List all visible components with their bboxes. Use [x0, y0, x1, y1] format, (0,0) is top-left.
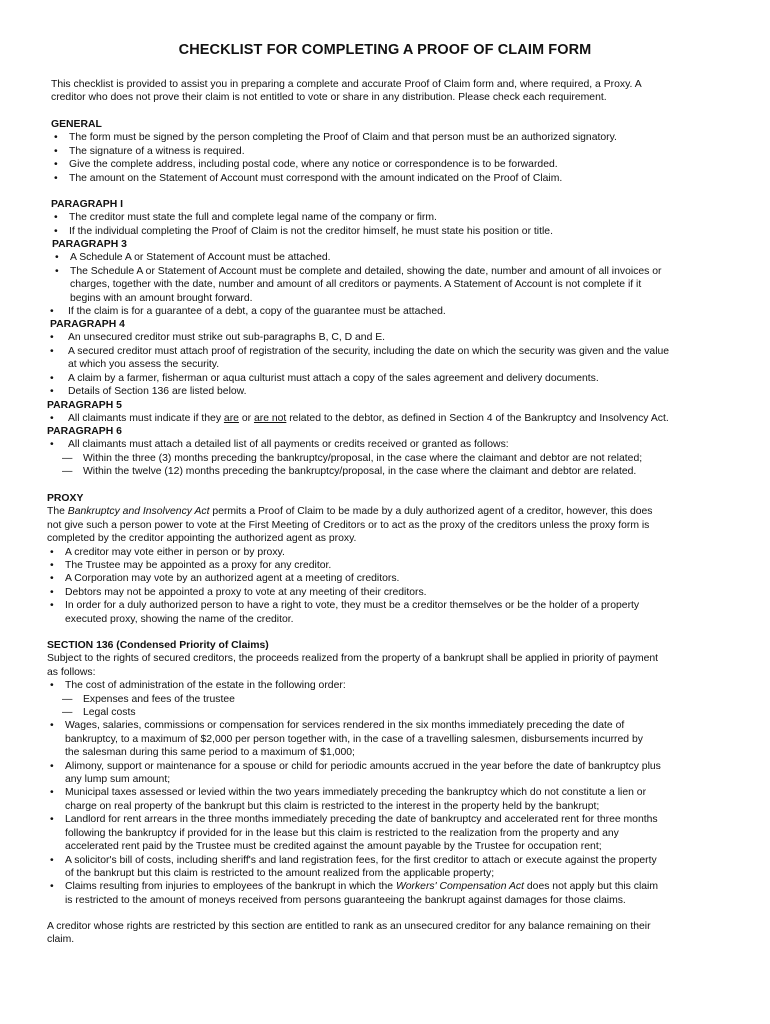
section-136-heading: SECTION 136 (Condensed Priority of Claims) [47, 640, 269, 651]
dash-item-text: Within the twelve (12) months preceding the bankruptcy/proposal, in the case where the claimant and debtor are related. [83, 466, 637, 478]
general-section [51, 118, 741, 185]
list-item-line: any lump sum amount; [65, 774, 171, 786]
paragraph-6-section [47, 425, 737, 479]
list-item-text: Details of Section 136 are listed below. [68, 386, 247, 398]
dash-item-text: Within the three (3) months preceding the bankruptcy/proposal, in the case where the claimant and debtor are not related; [83, 452, 643, 464]
bullet-icon: • [54, 159, 58, 171]
list-item-line: A secured creditor must attach proof of registration of the security, including the date on which the security was given and the value [68, 345, 670, 357]
list-item-line: of the bankrupt but this claim is restricted to the amount realized from the applicable property; [65, 867, 495, 879]
list-item-text: The Trustee may be appointed as a proxy for any creditor. [65, 560, 332, 572]
intro-line: creditor who does not prove their claim is not entitled to vote or share in any distribution. Please check each requirement. [51, 92, 607, 104]
dash-item [47, 465, 737, 478]
paragraph-1-section [51, 198, 741, 238]
general-heading: GENERAL [51, 119, 102, 130]
paragraph-5-heading: PARAGRAPH 5 [47, 400, 122, 411]
list-item [51, 131, 741, 144]
list-item-line: is restricted to the amount of moneys received from persons guaranteeing the bankrupt against damages for those claims. [65, 894, 626, 906]
bullet-icon: • [50, 600, 54, 612]
dash-item-text: Legal costs [83, 707, 136, 719]
list-item-text: A Schedule A or Statement of Account must be attached. [70, 252, 331, 264]
intro-line: This checklist is provided to assist you in preparing a complete and accurate Proof of Claim form and, where required, a Proxy. A [51, 79, 642, 90]
list-item [47, 599, 737, 626]
bullet-icon: • [50, 680, 54, 692]
list-item [47, 854, 737, 881]
list-item-text: Debtors may not be appointed a proxy to vote at any meeting of their creditors. [65, 586, 427, 598]
list-item [47, 813, 737, 853]
proxy-paragraph-line: not give such a person power to vote at the First Meeting of Creditors or to act as the proxy of the creditors unless the proxy form is [47, 519, 650, 531]
bullet-icon: • [50, 386, 54, 398]
dash-icon: — [62, 707, 73, 719]
proxy-section [47, 492, 737, 626]
list-item-text: Claims resulting from injuries to employees of the bankrupt in which the [65, 881, 396, 893]
paragraph-4-section [47, 318, 737, 398]
list-item-text: A creditor may vote either in person or by proxy. [65, 546, 285, 558]
bullet-icon: • [54, 172, 58, 184]
proxy-act-name: Bankruptcy and Insolvency Act [67, 506, 210, 518]
list-item-line: charge on real property of the bankrupt but this claim is restricted to the interest in the property held by the bankrupt; [65, 800, 600, 812]
list-item [52, 251, 732, 264]
list-item-text: All claimants must indicate if they [68, 413, 224, 425]
bullet-icon: • [50, 814, 54, 826]
closing-line: A creditor whose rights are restricted by this section are entitled to rank as an unsecured creditor for any balance remaining on their [47, 921, 651, 932]
list-item-line: In order for a duly authorized person to have a right to vote, they must be a creditor themselves or be the holder of a property [65, 600, 640, 612]
list-item-text: The signature of a witness is required. [69, 145, 245, 157]
list-item-line: begins with an amount brought forward. [70, 292, 253, 304]
list-item-line: charges, together with the date, number and amount of all creditors or payments. A Statement of Account is not complete if it [70, 279, 642, 291]
paragraph-3-guarantee-item [47, 305, 737, 318]
dash-item [47, 452, 737, 465]
paragraph-4-heading: PARAGRAPH 4 [50, 319, 125, 330]
paragraph-6-heading: PARAGRAPH 6 [47, 426, 122, 437]
proxy-text: The [47, 506, 68, 518]
underlined-are: are [223, 413, 239, 425]
section-136-intro-line: Subject to the rights of secured creditors, the proceeds realized from the property of a bankrupt shall be applied in priority of payment [47, 653, 659, 665]
list-item-line: Landlord for rent arrears in the three months immediately preceding the date of bankruptcy and accelerated rent for three months [65, 814, 658, 826]
bullet-icon: • [50, 854, 54, 866]
list-item-line: Alimony, support or maintenance for a spouse or child for periodic amounts accrued in the year before the date of bankruptcy plus [65, 760, 661, 772]
bullet-icon: • [50, 413, 54, 425]
list-item [47, 345, 737, 372]
bullet-icon: • [54, 225, 58, 237]
dash-item-text: Expenses and fees of the trustee [83, 693, 235, 705]
list-item-line: accelerated rent paid by the Trustee must be credited against the amount payable by the Trustee for occupation rent; [65, 841, 602, 853]
list-item-line: the salesman during this same period to a maximum of $1,000; [65, 747, 355, 759]
bullet-icon: • [50, 345, 54, 357]
bullet-icon: • [54, 145, 58, 157]
list-item-text: Give the complete address, including postal code, where any notice or correspondence is to be forwarded. [69, 159, 558, 171]
list-item [47, 546, 737, 559]
list-item-line: A solicitor's bill of costs, including sheriff's and land registration fees, for the first creditor to attach or execute against the property [65, 854, 657, 866]
dash-item [47, 693, 737, 706]
list-item-line: The Schedule A or Statement of Account must be complete and detailed, showing the date, number and amount of all invoices or [70, 265, 662, 277]
intro-paragraph [51, 78, 731, 105]
bullet-icon: • [55, 252, 59, 264]
list-item-text: If the individual completing the Proof of Claim is not the creditor himself, he must state his position or title. [69, 225, 553, 237]
bullet-icon: • [54, 132, 58, 144]
list-item-text: does not apply but this claim [524, 881, 658, 893]
dash-item [47, 706, 737, 719]
bullet-icon: • [50, 306, 54, 317]
paragraph-3-heading: PARAGRAPH 3 [52, 239, 127, 250]
list-item [47, 305, 737, 318]
bullet-icon: • [50, 372, 54, 384]
bullet-icon: • [50, 439, 54, 451]
bullet-icon: • [50, 560, 54, 572]
paragraph-5-section [47, 399, 737, 426]
list-item-line: following the bankruptcy if provided for in the lease but this claim is restricted to the realization from the property and any [65, 827, 619, 839]
closing-line: claim. [47, 934, 75, 946]
workers-compensation-act-name: Workers' Compensation Act [395, 881, 524, 893]
list-item-text: A claim by a farmer, fisherman or aqua culturist must attach a copy of the sales agreement and delivery documents. [68, 372, 599, 384]
list-item-line: Municipal taxes assessed or levied within the two years immediately preceding the bankruptcy which do not constitute a lien or [65, 787, 647, 799]
list-item-line: Wages, salaries, commissions or compensation for services rendered in the six months immediately preceding the date of [65, 720, 625, 732]
dash-icon: — [62, 693, 73, 705]
list-item [47, 438, 737, 451]
paragraph-1-heading: PARAGRAPH I [51, 199, 123, 210]
dash-icon: — [62, 466, 73, 478]
list-item-line [65, 880, 737, 893]
proxy-heading: PROXY [47, 493, 84, 504]
bullet-icon: • [50, 586, 54, 598]
list-item [47, 786, 737, 813]
proxy-text: permits a Proof of Claim to be made by a duly authorized agent of a creditor, however, this does [209, 506, 653, 518]
closing-paragraph [47, 920, 737, 947]
list-item [52, 265, 732, 305]
list-item-text: The amount on the Statement of Account must correspond with the amount indicated on the Proof of Claim. [69, 172, 563, 184]
bullet-icon: • [50, 546, 54, 558]
bullet-icon: • [55, 265, 59, 277]
list-item [47, 679, 737, 692]
list-item-text: If the claim is for a guarantee of a debt, a copy of the guarantee must be attached. [68, 306, 446, 317]
list-item-text: All claimants must attach a detailed list of all payments or credits received or granted as follows: [68, 439, 509, 451]
list-item [47, 385, 737, 398]
list-item-text: The cost of administration of the estate in the following order: [65, 680, 346, 692]
list-item [51, 145, 741, 158]
bullet-icon: • [50, 332, 54, 344]
section-136 [47, 639, 737, 907]
list-item-text: or [238, 413, 254, 425]
proxy-paragraph-line [47, 505, 737, 518]
list-item-line: at which you assess the security. [68, 359, 220, 371]
bullet-icon: • [50, 787, 54, 799]
list-item [47, 719, 737, 759]
list-item [47, 880, 737, 907]
list-item [47, 559, 737, 572]
list-item-text: related to the debtor, as defined in Section 4 of the Bankruptcy and Insolvency Act. [286, 413, 669, 425]
list-item-text: The creditor must state the full and complete legal name of the company or firm. [69, 212, 437, 224]
paragraph-3-section [52, 238, 732, 305]
bullet-icon: • [50, 760, 54, 772]
list-item [51, 211, 741, 224]
list-item [47, 372, 737, 385]
proxy-paragraph-line: completed by the creditor appointing the authorized agent as proxy. [47, 533, 357, 545]
list-item [47, 572, 737, 585]
underlined-are-not: are not [253, 413, 287, 425]
bullet-icon: • [54, 212, 58, 224]
bullet-icon: • [50, 720, 54, 732]
list-item [47, 331, 737, 344]
list-item [47, 760, 737, 787]
list-item-line: executed proxy, showing the name of the creditor. [65, 613, 294, 625]
list-item-line: bankruptcy, to a maximum of $2,000 per person together with, in the case of a travelling salesmen, disbursements incurred by [65, 733, 643, 745]
document-title: CHECKLIST FOR COMPLETING A PROOF OF CLAIM FORM [178, 42, 592, 58]
list-item [51, 225, 741, 238]
section-136-intro-line: as follows: [47, 666, 96, 678]
list-item [51, 172, 741, 185]
list-item-text: A Corporation may vote by an authorized agent at a meeting of creditors. [65, 573, 400, 585]
bullet-icon: • [50, 573, 54, 585]
list-item-text: An unsecured creditor must strike out sub-paragraphs B, C, D and E. [68, 332, 386, 344]
list-item [51, 158, 741, 171]
list-item [47, 412, 737, 425]
list-item [47, 586, 737, 599]
dash-icon: — [62, 452, 73, 464]
bullet-icon: • [50, 881, 54, 893]
list-item-text: The form must be signed by the person completing the Proof of Claim and that person must be an authorized signatory. [69, 132, 617, 144]
